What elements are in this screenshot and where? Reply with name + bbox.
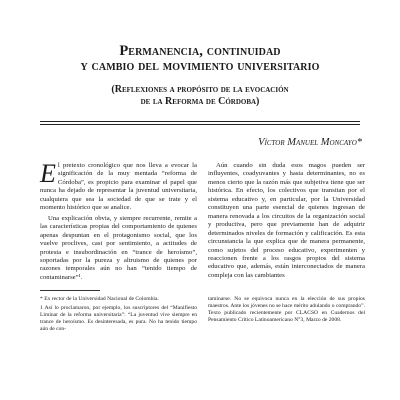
paragraph-3: Aún cuando sin duda esos magos pueden ser influyentes, coadyuvantes y hasta determinantes, no es menos cierto que la razón más que subjetiva tiene que ser histórica. En efecto, los colectivos que transitan por el sistema educativo y, en particular, por la Universidad constituyen una parte esencial de quienes ingresan de manera renovada a los circuitos de la organización social y productiva, pero que previamente han de adquirir determinados niveles de formación y calificación. Es esta circunstancia la que explica que de manera permanente, como sujetos del proceso educativo, experimenten y reaccionen frente a los rasgos propios del sistema educativo que, además, están interconectados de manera compleja con las cambiantes (208, 162, 365, 279)
subtitle-line-2: de la Reforma de Córdoba) (140, 96, 260, 107)
title-line-1: Permanencia, continuidad (119, 43, 281, 59)
header-rule-top (40, 121, 360, 122)
footnotes-right (208, 296, 365, 326)
article-title (30, 44, 370, 74)
paragraph-2: Una explicación obvia, y siempre recurrente, remite a las características propias del comportamiento de quienes apenas despuntan en el protagonismo social, que los vuelve proclives, casi por sentimiento, a actitudes de protesta e insubordinación en “trance de heroísmo”, soportadas por la pureza y altruismo de quienes por razones temporales aún no han “tenido tiempo de contaminarse”¹. (40, 214, 197, 281)
header-rule-bottom (40, 124, 360, 125)
body-column-left (40, 159, 197, 282)
paragraph-1 (40, 159, 197, 213)
footnote-author: * Ex rector de la Universidad Nacional de Colombia. (40, 296, 159, 302)
body-column-right (208, 162, 365, 280)
footnote-1: 1 Así lo proclamaron, por ejemplo, los suscriptores del “Manifiesto Liminar de la reforma universitaria”: “La juventud vive siempre en trance de heroísmo. Es desinteresada, es pura. No ha tenido tiempo aún de con- (40, 305, 197, 332)
author-name: Víctor Manuel Moncayo* (258, 137, 362, 148)
footnotes-left (40, 296, 197, 335)
title-line-2: y cambio del movimiento universitario (80, 58, 320, 74)
footnote-1-continued: taminarse. No se equivoca nunca en la elección de sus propios maestros. Ante los jóvenes no se hace mérito adulando o comprando”. Texto publicado recientemente por CLACSO en Cuadernos del Pensamiento Crítico Latinoamericano N°3, Marzo de 2008. (208, 296, 365, 323)
article-subtitle (50, 84, 350, 108)
drop-cap: E (40, 159, 56, 188)
footnote-rule (40, 290, 100, 291)
paragraph-1-text: l pretexto cronológico que nos lleva a evocar la significación de la muy mentada “reforma de Córdoba”, es propicio para examinar el papel que nunca ha dejado de representar la juventud universitaria, cualquiera que sea la sociedad de que se trate y el momento histórico que se analice. (40, 162, 197, 212)
subtitle-line-1: (Reflexiones a propósito de la evocación (111, 84, 289, 95)
